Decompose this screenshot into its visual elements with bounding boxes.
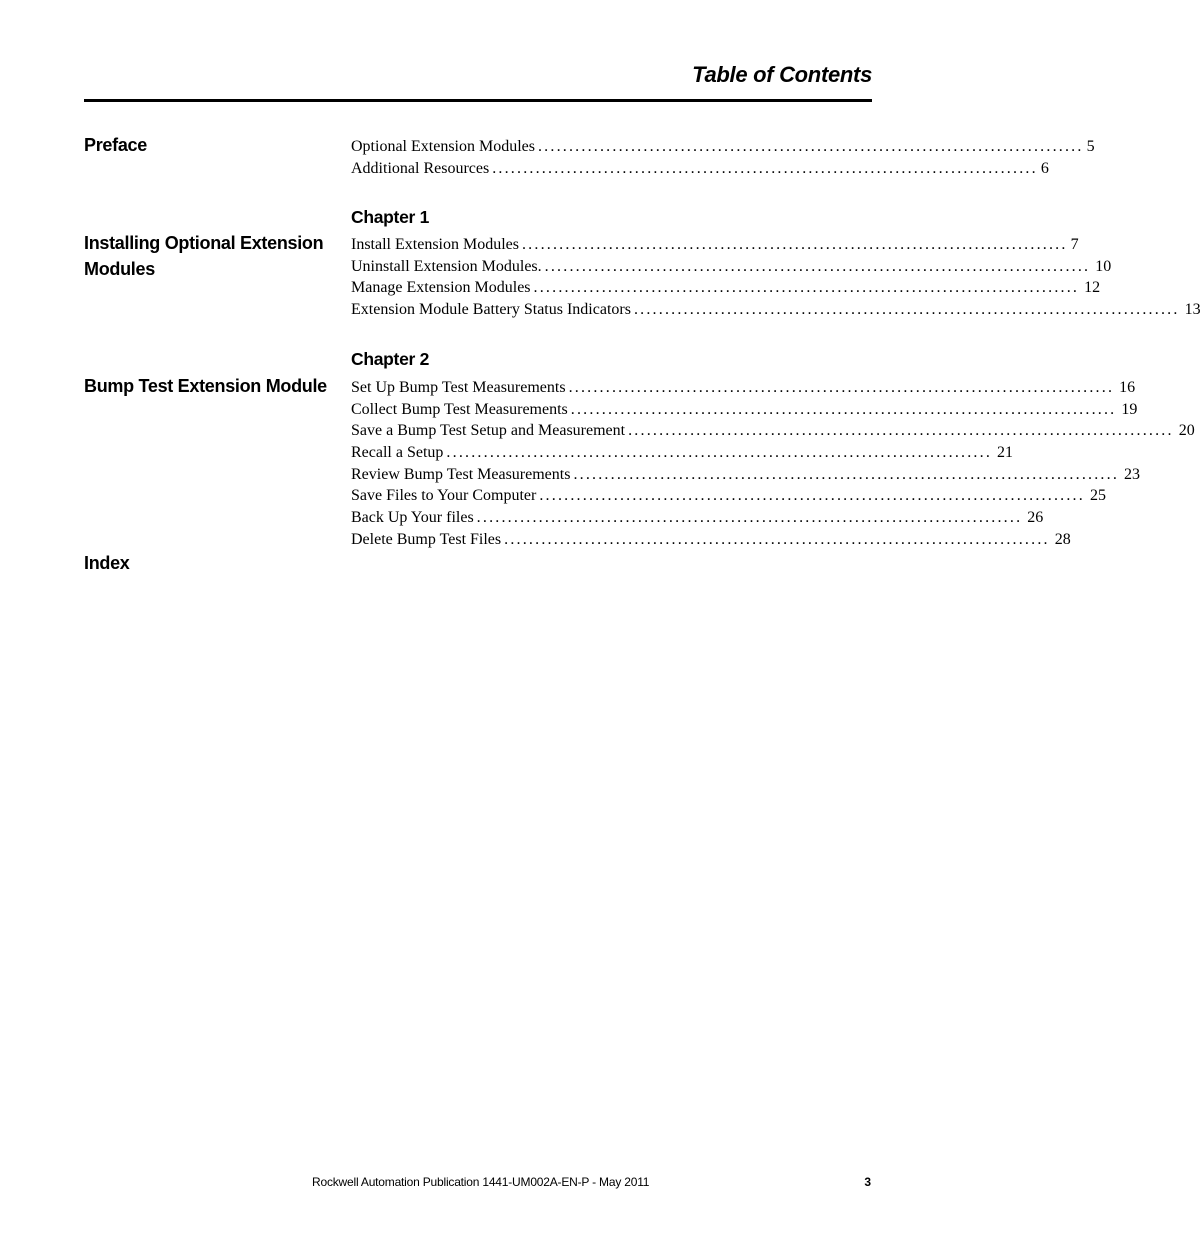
leader-dots: ........................................................................................ [521, 236, 1068, 253]
footer-publication: Rockwell Automation Publication 1441-UM002A-EN-P - May 2011 [312, 1175, 650, 1189]
leader-dots: ........................................................................................ [492, 159, 1038, 177]
toc-entry-page: 12 [1084, 279, 1101, 297]
leader-dots: ........................................................................................ [539, 487, 1085, 505]
toc-entry-page: 20 [1178, 422, 1195, 440]
toc-entry-page: 28 [1054, 530, 1071, 548]
index-heading: Index [84, 553, 130, 573]
title-rule [84, 99, 872, 102]
footer-page-number: 3 [864, 1175, 871, 1189]
toc-entry[interactable] [351, 464, 1141, 486]
chapter-1-entries [351, 234, 1201, 321]
chapter-2-entries [351, 377, 1195, 551]
leader-dots: ........................................................................................ [570, 400, 1117, 418]
toc-entry[interactable] [351, 158, 1049, 180]
toc-entry-page: 16 [1119, 379, 1136, 396]
toc-entry-title: Collect Bump Test Measurements [351, 400, 568, 418]
toc-entry[interactable] [351, 442, 1014, 464]
toc-entry-page: 10 [1095, 257, 1112, 275]
preface-entries [351, 136, 1095, 179]
chapter-1-label: Chapter 1 [351, 207, 430, 227]
toc-entry[interactable] [351, 299, 1201, 321]
toc-entry-title: Set Up Bump Test Measurements [351, 379, 566, 396]
toc-entry-title: Delete Bump Test Files [351, 530, 502, 548]
preface-heading: Preface [84, 135, 147, 155]
toc-entry-title: Manage Extension Modules [351, 279, 531, 297]
toc-entry[interactable] [351, 485, 1106, 507]
leader-dots: ........................................................................................ [504, 530, 1050, 548]
toc-entry[interactable] [351, 234, 1079, 256]
toc-entry[interactable] [351, 377, 1136, 399]
toc-entry-title: Additional Resources [351, 159, 490, 177]
toc-entry-title: Optional Extension Modules [351, 138, 535, 155]
chapter-2-heading: Bump Test Extension Module [84, 376, 327, 396]
toc-entry[interactable] [351, 399, 1138, 421]
toc-entry-page: 25 [1089, 487, 1106, 505]
toc-entry-page: 13 [1184, 301, 1201, 319]
toc-entry-title: Extension Module Battery Status Indicators [351, 301, 631, 319]
toc-entry-page: 19 [1121, 400, 1138, 418]
toc-entry-page: 23 [1124, 465, 1141, 483]
toc-entry-page: 21 [997, 444, 1014, 462]
leader-dots: ........................................................................................ [476, 509, 1023, 527]
toc-entry-title: Save Files to Your Computer [351, 487, 537, 505]
toc-entry-page: 26 [1027, 509, 1044, 527]
toc-entry[interactable] [351, 277, 1101, 299]
page-title: Table of Contents [692, 62, 872, 87]
toc-entry-page: 5 [1086, 138, 1095, 155]
toc-entry[interactable] [351, 529, 1071, 551]
leader-dots: ........................................................................................ [568, 379, 1115, 396]
toc-entry-page: 7 [1070, 236, 1079, 253]
toc-entry[interactable] [351, 420, 1195, 442]
leader-dots: ........................................................................................ [533, 279, 1080, 297]
toc-entry[interactable] [351, 256, 1112, 278]
toc-entry[interactable] [351, 507, 1044, 529]
toc-entry-title: Back Up Your files [351, 509, 474, 527]
leader-dots: ........................................................................................ [633, 301, 1180, 319]
leader-dots: ........................................................................................ [544, 257, 1091, 275]
toc-entry-title: Review Bump Test Measurements [351, 465, 571, 483]
chapter-2-label: Chapter 2 [351, 349, 430, 369]
toc-entry-title: Save a Bump Test Setup and Measurement [351, 422, 626, 440]
chapter-1-heading: Installing Optional Extension Modules [84, 233, 324, 279]
leader-dots: ........................................................................................ [573, 465, 1120, 483]
toc-entry-title: Uninstall Extension Modules. [351, 257, 542, 275]
toc-entry-page: 6 [1040, 159, 1049, 177]
toc-entry-title: Recall a Setup [351, 444, 444, 462]
leader-dots: ........................................................................................ [537, 138, 1084, 155]
leader-dots: ........................................................................................ [446, 444, 993, 462]
leader-dots: ........................................................................................ [628, 422, 1174, 440]
toc-entry[interactable] [351, 136, 1095, 158]
toc-entry-title: Install Extension Modules [351, 236, 519, 253]
